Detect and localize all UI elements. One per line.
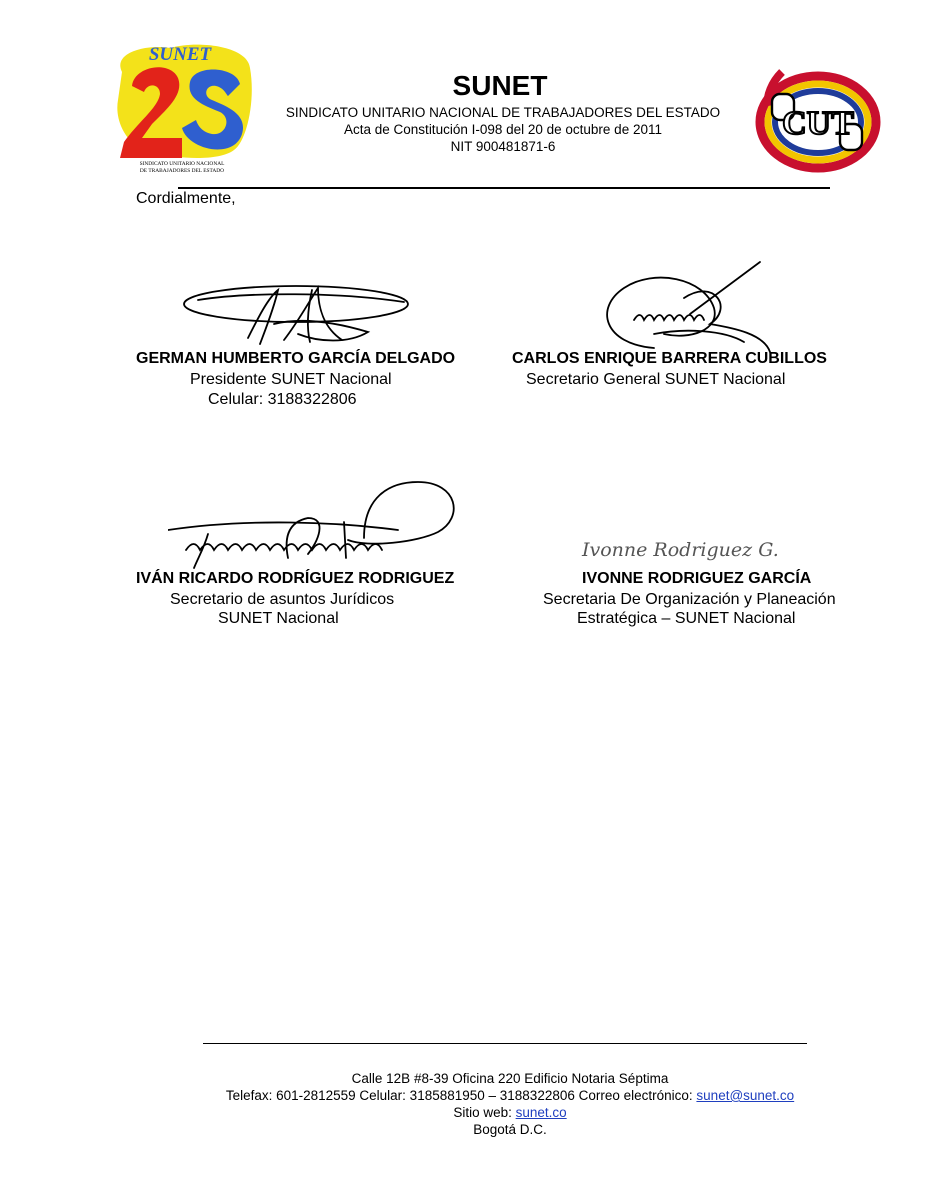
footer-rule — [203, 1043, 807, 1044]
signatory-phone: Celular: 3188322806 — [208, 391, 357, 408]
header-rule — [178, 187, 830, 189]
footer-address: Calle 12B #8-39 Oficina 220 Edificio Notaria Séptima — [351, 1071, 669, 1086]
signatory-name: IVONNE RODRIGUEZ GARCÍA — [582, 570, 812, 587]
footer-city: Bogotá D.C. — [473, 1122, 547, 1137]
cut-logo — [752, 62, 882, 174]
svg-text:Ivonne Rodriguez G.: Ivonne Rodriguez G. — [582, 539, 779, 561]
org-nit: NIT 900481871-6 — [450, 139, 556, 154]
website-link[interactable]: sunet.co — [515, 1105, 567, 1120]
signatory-name: CARLOS ENRIQUE BARRERA CUBILLOS — [512, 350, 827, 367]
svg-text:SINDICATO UNITARIO NACIONAL: SINDICATO UNITARIO NACIONAL — [139, 161, 225, 167]
signatory-role-line2: SUNET Nacional — [218, 610, 339, 627]
org-constitution: Acta de Constitución I-098 del 20 de octubre de 2011 — [344, 122, 662, 137]
svg-text:DE TRABAJADORES DEL ESTADO: DE TRABAJADORES DEL ESTADO — [139, 168, 225, 174]
signatory-role-line2: Estratégica – SUNET Nacional — [577, 610, 796, 627]
signatory-role: Secretario General SUNET Nacional — [526, 371, 786, 388]
signatory-role: Secretaria De Organización y Planeación — [543, 591, 836, 608]
signatory-name: IVÁN RICARDO RODRÍGUEZ RODRIGUEZ — [136, 570, 455, 587]
signature-carlos — [594, 258, 784, 363]
svg-text:CUT: CUT — [782, 105, 854, 142]
signature-ivan — [168, 478, 468, 579]
org-title: SUNET — [452, 70, 548, 101]
signature-german — [178, 278, 418, 355]
svg-text:SUNET: SUNET — [148, 44, 212, 65]
signatory-role: Presidente SUNET Nacional — [190, 371, 392, 388]
footer-phones: Telefax: 601-2812559 Celular: 3185881950 – 3188322806 Correo electrónico: — [225, 1088, 697, 1103]
signatory-role: Secretario de asuntos Jurídicos — [170, 591, 395, 608]
salutation: Cordialmente, — [136, 190, 236, 207]
footer-web-label: Sitio web: — [453, 1105, 516, 1120]
email-link[interactable]: sunet@sunet.co — [696, 1088, 795, 1103]
signature-ivonne — [578, 526, 818, 571]
org-subtitle: SINDICATO UNITARIO NACIONAL DE TRABAJADORES DEL ESTADO — [285, 105, 721, 120]
footer-web — [0, 1105, 940, 1120]
signatory-name: GERMAN HUMBERTO GARCÍA DELGADO — [136, 350, 456, 367]
footer-contact — [0, 1088, 940, 1103]
